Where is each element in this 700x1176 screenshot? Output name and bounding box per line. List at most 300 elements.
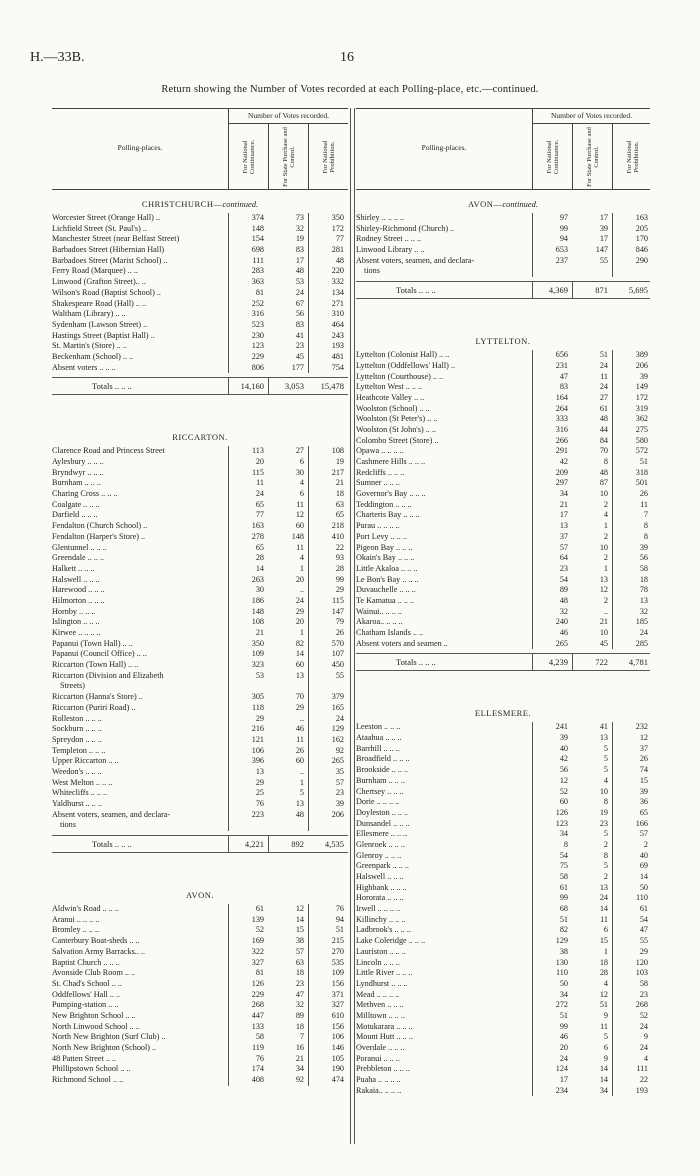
table-row bbox=[356, 457, 650, 468]
continuance-votes: 30 bbox=[255, 585, 264, 595]
state-purchase-votes: 6 bbox=[299, 457, 304, 466]
table-row bbox=[356, 564, 650, 575]
state-purchase-votes: 21 bbox=[295, 1053, 304, 1063]
polling-place-name: Barbadoes Street (Marist School) .. bbox=[52, 255, 168, 265]
continuance-votes: 216 bbox=[251, 724, 264, 734]
polling-place-name: Avonside Club Room .. .. bbox=[52, 968, 136, 978]
continuance-votes: 272 bbox=[555, 1000, 568, 1010]
continuance-votes: 65 bbox=[255, 542, 264, 552]
continuance-votes: 12 bbox=[559, 775, 568, 785]
polling-place-name: Darfield .. .. .. bbox=[52, 510, 98, 520]
table-row bbox=[356, 224, 650, 235]
polling-place-name: Little River .. .. .. bbox=[356, 968, 413, 978]
prohibition-votes: 57 bbox=[335, 777, 344, 787]
state-purchase-votes: 83 bbox=[295, 245, 304, 255]
state-purchase-votes: 14 bbox=[295, 914, 304, 924]
polling-place-name: Killinchy .. .. .. bbox=[356, 914, 406, 924]
polling-place-name: Ellesmere .. .. .. bbox=[356, 829, 408, 839]
prohibition-votes: 218 bbox=[331, 521, 344, 531]
prohibition-votes: 11 bbox=[640, 499, 648, 509]
table-row bbox=[52, 352, 348, 363]
continuance-votes: 57 bbox=[559, 542, 568, 552]
table-row bbox=[356, 1075, 650, 1086]
prohibition-votes: 450 bbox=[331, 660, 344, 670]
state-purchase-votes: 18 bbox=[295, 968, 304, 978]
prohibition-votes: 156 bbox=[331, 978, 344, 988]
polling-place-name: Lyndhurst .. .. .. bbox=[356, 978, 408, 988]
state-purchase-votes: 56 bbox=[295, 309, 304, 319]
prohibition-votes: 232 bbox=[635, 722, 648, 732]
table-row bbox=[356, 478, 650, 489]
table-row bbox=[356, 808, 650, 819]
prohibition-votes: 190 bbox=[331, 1064, 344, 1074]
table-row bbox=[356, 350, 650, 361]
prohibition-votes: 52 bbox=[639, 1010, 648, 1020]
continuance-votes: 17 bbox=[559, 1075, 568, 1085]
prohibition-votes: 129 bbox=[331, 724, 344, 734]
table-row bbox=[52, 746, 348, 757]
table-row bbox=[52, 245, 348, 256]
polling-place-name: Clarence Road and Princess Street bbox=[52, 446, 165, 456]
polling-place-name: Lyttelton (Oddfellows' Hall) .. bbox=[356, 360, 456, 370]
state-purchase-votes: 24 bbox=[599, 893, 608, 903]
polling-place-name: Rodney Street .. .. .. bbox=[356, 234, 422, 244]
section-title bbox=[52, 431, 348, 443]
prohibition-votes: 109 bbox=[331, 968, 344, 978]
polling-place-name: Sockburn .. .. .. bbox=[52, 724, 102, 734]
continuance-votes: 291 bbox=[555, 446, 568, 456]
state-purchase-votes: 20 bbox=[295, 617, 304, 627]
table-row bbox=[356, 893, 650, 904]
prohibition-votes: 846 bbox=[635, 245, 648, 255]
polling-place-name: Weedon's .. .. .. bbox=[52, 766, 102, 776]
continuance-votes: 121 bbox=[251, 734, 264, 744]
continuance-votes: 123 bbox=[555, 818, 568, 828]
continuance-votes: 94 bbox=[559, 234, 568, 244]
polling-place-name: Glenroek .. .. .. bbox=[356, 839, 405, 849]
state-purchase-votes: .. bbox=[603, 606, 608, 616]
prohibition-votes: 149 bbox=[635, 382, 648, 392]
prohibition-votes: 29 bbox=[335, 585, 344, 595]
table-row bbox=[356, 1000, 650, 1011]
state-purchase-votes: 41 bbox=[295, 330, 304, 340]
table-row bbox=[52, 617, 348, 628]
continuance-votes: 119 bbox=[252, 1043, 264, 1052]
prohibition-total: 4,781 bbox=[628, 657, 648, 668]
state-purchase-votes: 5 bbox=[603, 765, 608, 775]
prohibition-votes: 275 bbox=[635, 424, 648, 434]
prohibition-votes: 65 bbox=[639, 807, 648, 817]
polling-place-name: Lyttelton (Colonist Hall) .. .. bbox=[356, 350, 450, 360]
continuance-votes: 42 bbox=[559, 754, 568, 764]
continuance-votes: 25 bbox=[255, 788, 264, 798]
continuance-votes: 322 bbox=[251, 946, 264, 956]
state-purchase-votes: 9 bbox=[603, 1010, 608, 1020]
polling-place-name: Kirwee .. .. .. .. bbox=[52, 628, 101, 637]
polling-place-name: North New Brighton (Surf Club) .. bbox=[52, 1032, 166, 1042]
state-purchase-votes: 28 bbox=[599, 968, 608, 978]
prohibition-votes: 115 bbox=[332, 595, 344, 605]
polling-place-name: Overdale .. .. .. bbox=[356, 1043, 405, 1052]
polling-place-name: St. Martin's (Store) .. .. bbox=[52, 341, 127, 351]
votes-recorded-header: Number of Votes recorded. bbox=[228, 109, 348, 124]
prohibition-votes: 28 bbox=[335, 563, 344, 573]
polling-place-name: Shirley-Richmond (Church) .. bbox=[356, 223, 455, 233]
state-purchase-votes: 26 bbox=[295, 745, 304, 755]
section-title-text: RICCARTON. bbox=[172, 432, 228, 443]
state-purchase-votes: 29 bbox=[295, 606, 304, 616]
continuance-votes: 126 bbox=[555, 807, 568, 817]
section-gap bbox=[52, 395, 348, 431]
section-title bbox=[356, 335, 650, 347]
polling-place-name: 48 Patten Street .. .. bbox=[52, 1053, 117, 1063]
prohibition-votes: 379 bbox=[331, 692, 344, 702]
continuance-votes: 76 bbox=[255, 1053, 264, 1063]
polling-place-name: Hastings Street (Baptist Hall) .. bbox=[52, 330, 155, 340]
state-purchase-votes: 1 bbox=[299, 777, 304, 787]
continuance-votes: 54 bbox=[559, 574, 568, 584]
continuance-votes: 51 bbox=[559, 1010, 568, 1020]
section-rows bbox=[356, 350, 650, 649]
prohibition-votes: 108 bbox=[331, 446, 344, 456]
state-purchase-votes: 27 bbox=[599, 392, 608, 402]
table-row bbox=[52, 331, 348, 342]
polling-place-name: Shirley .. .. .. .. bbox=[356, 213, 405, 222]
table-row bbox=[52, 500, 348, 511]
prohibition-votes: 63 bbox=[335, 499, 344, 509]
section-rows bbox=[356, 213, 650, 277]
polling-place-name: Woolston (St Peter's) .. .. bbox=[356, 414, 438, 424]
polling-place-name: Cashmere Hills .. .. .. bbox=[356, 457, 426, 466]
continuance-votes: 38 bbox=[559, 946, 568, 956]
table-row bbox=[356, 1022, 650, 1033]
state-purchase-votes: 12 bbox=[295, 904, 304, 914]
prohibition-votes: 243 bbox=[331, 330, 344, 340]
state-purchase-votes: 16 bbox=[295, 1043, 304, 1052]
polling-place-name: Colombo Street (Store) .. bbox=[356, 435, 439, 445]
table-row bbox=[356, 904, 650, 915]
polling-place-name: Mead .. .. .. .. bbox=[356, 989, 400, 999]
state-purchase-votes: 27 bbox=[295, 446, 304, 456]
table-row bbox=[356, 915, 650, 926]
prohibition-votes: 290 bbox=[635, 255, 648, 265]
prohibition-votes: 69 bbox=[639, 861, 648, 871]
table-row bbox=[356, 446, 650, 457]
continuance-votes: 316 bbox=[555, 424, 568, 434]
prohibition-votes: 23 bbox=[639, 989, 648, 999]
state-purchase-votes: 57 bbox=[295, 946, 304, 956]
continuance-votes: 29 bbox=[255, 713, 264, 723]
section-gap bbox=[356, 190, 650, 198]
prohibition-votes: 19 bbox=[335, 457, 344, 466]
table-row bbox=[356, 979, 650, 990]
continuance-votes: 350 bbox=[251, 638, 264, 648]
state-purchase-votes: 12 bbox=[295, 510, 304, 520]
left-table-body bbox=[52, 190, 348, 1086]
polling-place-name: Purau .. .. .. .. bbox=[356, 521, 400, 531]
state-purchase-votes: 39 bbox=[599, 223, 608, 233]
table-row bbox=[356, 596, 650, 607]
prohibition-votes: 535 bbox=[331, 957, 344, 967]
state-purchase-votes: 45 bbox=[599, 638, 608, 648]
prohibition-votes: 26 bbox=[335, 628, 344, 637]
totals-label: Totals .. .. .. bbox=[92, 839, 132, 850]
polling-place-name: Aylesbury .. .. .. bbox=[52, 457, 104, 466]
polling-place-name: Hilmorton .. .. .. bbox=[52, 595, 105, 605]
prohibition-votes: 754 bbox=[331, 362, 344, 372]
continuance-votes: 109 bbox=[251, 649, 264, 659]
table-row bbox=[52, 1075, 348, 1086]
prohibition-votes: 268 bbox=[635, 1000, 648, 1010]
totals-label: Totals .. .. .. bbox=[396, 285, 436, 296]
table-row bbox=[356, 361, 650, 372]
page-reference: H.—33B. bbox=[30, 50, 85, 65]
polling-place-name: Riccarton (Puriri Road) .. bbox=[52, 702, 136, 712]
prohibition-votes: 50 bbox=[639, 882, 648, 892]
table-caption: Return showing the Number of Votes recorded at each Polling-place, etc.—continued. bbox=[161, 84, 539, 95]
table-row bbox=[52, 1043, 348, 1054]
table-row bbox=[356, 543, 650, 554]
prohibition-votes: 37 bbox=[639, 743, 648, 753]
prohibition-votes: 24 bbox=[335, 713, 344, 723]
state-purchase-votes: 177 bbox=[291, 362, 304, 372]
continuance-votes: 209 bbox=[555, 467, 568, 477]
table-row bbox=[52, 457, 348, 468]
prohibition-votes: 58 bbox=[639, 563, 648, 573]
continuance-votes: 17 bbox=[559, 510, 568, 520]
table-row bbox=[356, 393, 650, 404]
prohibition-votes: 8 bbox=[643, 531, 648, 541]
polling-place-name: North New Brighton (School) .. bbox=[52, 1043, 157, 1052]
state-purchase-votes: 70 bbox=[599, 446, 608, 456]
polling-place-name: Woolston (School) .. .. bbox=[356, 403, 430, 413]
state-purchase-votes: 11 bbox=[600, 1021, 608, 1031]
table-row bbox=[52, 778, 348, 789]
polling-place-name: Baptist Church .. .. .. bbox=[52, 957, 120, 967]
state-purchase-votes: 60 bbox=[295, 660, 304, 670]
continuance-votes: 305 bbox=[251, 692, 264, 702]
continuance-votes: 13 bbox=[255, 766, 264, 776]
prohibition-votes: 481 bbox=[331, 351, 344, 361]
prohibition-votes: 39 bbox=[639, 542, 648, 552]
state-purchase-votes: 10 bbox=[599, 628, 608, 637]
prohibition-votes: 165 bbox=[331, 702, 344, 712]
continuance-votes: 89 bbox=[559, 585, 568, 595]
prohibition-votes: 193 bbox=[331, 341, 344, 351]
section-gap bbox=[356, 671, 650, 707]
prohibition-votes: 111 bbox=[636, 1064, 648, 1074]
prohibition-votes: 362 bbox=[635, 414, 648, 424]
table-row bbox=[52, 320, 348, 331]
polling-place-name: Te Kamatua .. .. .. bbox=[356, 595, 415, 605]
polling-place-name: Spreydon .. .. .. bbox=[52, 734, 102, 744]
state-purchase-votes: .. bbox=[299, 713, 304, 723]
polling-place-name: Hornby .. .. .. bbox=[52, 606, 96, 616]
prohibition-votes: 29 bbox=[639, 946, 648, 956]
table-row bbox=[52, 489, 348, 500]
polling-place-name: Salvation Army Barracks.. .. bbox=[52, 946, 146, 956]
totals-label: Totals .. .. .. bbox=[396, 657, 436, 668]
polling-place-name: Pigeon Bay .. .. .. bbox=[356, 542, 413, 552]
state-purchase-total: 722 bbox=[595, 657, 608, 668]
state-purchase-votes: 5 bbox=[603, 754, 608, 764]
state-purchase-votes: 89 bbox=[295, 1010, 304, 1020]
continuance-votes: 124 bbox=[555, 1064, 568, 1074]
polling-place-name: Lyttelton West .. .. .. bbox=[356, 382, 423, 392]
continuance-votes: 115 bbox=[252, 467, 264, 477]
prohibition-votes: 32 bbox=[639, 606, 648, 616]
polling-place-name: West Melton .. .. .. bbox=[52, 777, 113, 787]
table-row bbox=[52, 756, 348, 767]
prohibition-votes: 318 bbox=[635, 467, 648, 477]
polling-place-name: Bryndwyr .. .. .. bbox=[52, 467, 104, 477]
table-row bbox=[52, 649, 348, 660]
table-row bbox=[356, 521, 650, 532]
state-purchase-votes: 6 bbox=[603, 1043, 608, 1052]
state-purchase-votes: 14 bbox=[599, 1064, 608, 1074]
continuance-votes: 241 bbox=[555, 722, 568, 732]
prohibition-votes: 79 bbox=[335, 617, 344, 627]
polling-place-name: Hororata .. .. .. bbox=[356, 893, 404, 903]
prohibition-votes: 105 bbox=[331, 1053, 344, 1063]
state-purchase-votes: 32 bbox=[295, 223, 304, 233]
prohibition-votes: 610 bbox=[331, 1010, 344, 1020]
table-row bbox=[52, 468, 348, 479]
prohibition-votes: 56 bbox=[639, 553, 648, 563]
state-purchase-votes: 1 bbox=[603, 946, 608, 956]
table-row bbox=[52, 990, 348, 1001]
state-purchase-votes: 18 bbox=[599, 957, 608, 967]
continuance-votes: 34 bbox=[559, 829, 568, 839]
totals-row bbox=[356, 281, 650, 299]
section-title-text: AVON. bbox=[185, 890, 215, 901]
state-purchase-votes: 60 bbox=[295, 521, 304, 531]
polling-place-name: Lake Coleridge .. .. .. bbox=[356, 936, 426, 946]
prohibition-votes: 22 bbox=[639, 1075, 648, 1085]
prohibition-votes: 265 bbox=[331, 756, 344, 766]
prohibition-votes: 15 bbox=[639, 775, 648, 785]
continuance-votes: 163 bbox=[251, 521, 264, 531]
prohibition-votes: 170 bbox=[635, 234, 648, 244]
state-purchase-votes: 2 bbox=[603, 839, 608, 849]
prohibition-votes: 103 bbox=[635, 968, 648, 978]
state-purchase-votes: 13 bbox=[599, 733, 608, 743]
page-number: 16 bbox=[340, 50, 354, 65]
continuance-votes: 76 bbox=[255, 799, 264, 808]
table-row bbox=[52, 224, 348, 235]
polling-places-header: Polling-places. bbox=[117, 143, 163, 152]
state-purchase-votes: 15 bbox=[295, 925, 304, 935]
polling-place-name: Prebbleton .. .. .. bbox=[356, 1064, 410, 1074]
continuance-votes: 34 bbox=[559, 989, 568, 999]
continuance-votes: 126 bbox=[251, 978, 264, 988]
table-row bbox=[52, 543, 348, 554]
state-purchase-votes: 84 bbox=[599, 435, 608, 445]
continuance-votes: 48 bbox=[559, 595, 568, 605]
state-purchase-votes: 24 bbox=[599, 382, 608, 392]
continuance-votes: 240 bbox=[555, 617, 568, 627]
prohibition-votes: 22 bbox=[335, 542, 344, 552]
prohibition-votes: 24 bbox=[639, 1021, 648, 1031]
prohibition-votes: 65 bbox=[335, 510, 344, 520]
continuance-votes: 46 bbox=[559, 628, 568, 637]
state-purchase-votes: 18 bbox=[295, 1021, 304, 1031]
polling-place-name: Papanui (Council Office) .. .. bbox=[52, 649, 147, 659]
prohibition-votes: 501 bbox=[635, 478, 648, 488]
continuance-votes: 169 bbox=[251, 936, 264, 946]
table-row bbox=[356, 553, 650, 564]
continuance-votes: 8 bbox=[563, 839, 568, 849]
prohibition-votes: 78 bbox=[639, 585, 648, 595]
section-title bbox=[356, 198, 650, 210]
state-purchase-votes: 11 bbox=[600, 914, 608, 924]
continuance-total: 4,221 bbox=[244, 839, 264, 850]
continuance-votes: 174 bbox=[251, 1064, 264, 1074]
continuance-votes: 54 bbox=[559, 850, 568, 860]
table-row bbox=[356, 585, 650, 596]
table-row bbox=[356, 213, 650, 224]
continuance-votes: 278 bbox=[251, 531, 264, 541]
continuance-votes: 52 bbox=[255, 925, 264, 935]
table-row bbox=[52, 947, 348, 958]
polling-place-name: Fendalton (Church School) .. bbox=[52, 521, 148, 531]
table-row bbox=[356, 990, 650, 1001]
table-row bbox=[52, 628, 348, 639]
continuance-votes: 363 bbox=[251, 277, 264, 287]
prohibition-votes: 7 bbox=[643, 510, 648, 520]
state-purchase-votes: 60 bbox=[295, 756, 304, 766]
table-row bbox=[356, 925, 650, 936]
polling-place-name: Poranui .. .. .. bbox=[356, 1053, 400, 1063]
polling-place-name: Opawa .. .. .. .. bbox=[356, 446, 404, 456]
table-row bbox=[356, 1011, 650, 1022]
continuance-votes: 61 bbox=[255, 904, 264, 914]
polling-place-name: Absent voters .. .. .. bbox=[52, 362, 116, 372]
prohibition-votes: 206 bbox=[635, 360, 648, 370]
state-purchase-votes: 14 bbox=[599, 904, 608, 914]
polling-place-name: Fendalton (Harper's Store) .. bbox=[52, 531, 146, 541]
prohibition-votes: 12 bbox=[639, 733, 648, 743]
state-purchase-votes: 5 bbox=[603, 829, 608, 839]
table-row bbox=[52, 1054, 348, 1065]
table-row bbox=[52, 532, 348, 543]
continuance-votes: 447 bbox=[251, 1010, 264, 1020]
state-purchase-votes: 11 bbox=[296, 499, 304, 509]
continuance-votes: 698 bbox=[251, 245, 264, 255]
state-purchase-votes: 1 bbox=[603, 563, 608, 573]
state-purchase-votes: 34 bbox=[295, 1064, 304, 1074]
state-purchase-total: 892 bbox=[291, 839, 304, 850]
prohibition-votes: 74 bbox=[639, 765, 648, 775]
table-row bbox=[52, 234, 348, 245]
prohibition-votes: 39 bbox=[639, 371, 648, 381]
polling-place-name: Worcester Street (Orange Hall) .. bbox=[52, 213, 161, 222]
table-row bbox=[52, 607, 348, 618]
continuance-votes: 99 bbox=[559, 223, 568, 233]
prohibition-votes: 327 bbox=[331, 1000, 344, 1010]
table-row bbox=[356, 425, 650, 436]
state-purchase-votes: 12 bbox=[599, 989, 608, 999]
table-row bbox=[356, 575, 650, 586]
polling-place-name: Shakespeare Road (Hall) .. .. bbox=[52, 298, 147, 308]
polling-place-name: Ferry Road (Marquee) .. .. bbox=[52, 266, 138, 276]
left-table-panel bbox=[52, 108, 348, 1086]
polling-place-name: Teddington .. .. .. bbox=[356, 499, 412, 509]
section-gap bbox=[52, 853, 348, 889]
state-purchase-votes: 4 bbox=[603, 775, 608, 785]
table-row bbox=[52, 510, 348, 521]
polling-place-name: North Linwood School .. .. bbox=[52, 1021, 140, 1031]
